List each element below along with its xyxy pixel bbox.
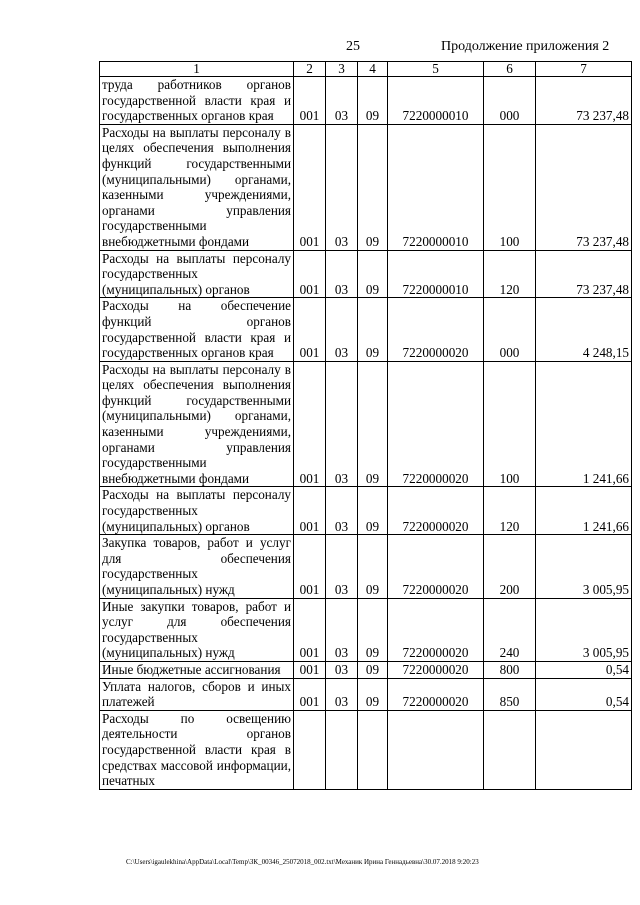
cell-expense-type: 100 <box>484 124 536 250</box>
cell-expense-type: 850 <box>484 678 536 710</box>
cell-target: 7220000010 <box>388 250 484 298</box>
cell-ministry: 001 <box>294 598 326 661</box>
cell-expense-type <box>484 710 536 789</box>
cell-subsection <box>358 710 388 789</box>
cell-section: 03 <box>326 250 358 298</box>
cell-subsection: 09 <box>358 77 388 125</box>
cell-amount: 4 248,15 <box>536 298 632 361</box>
cell-ministry <box>294 710 326 789</box>
cell-amount: 73 237,48 <box>536 77 632 125</box>
cell-section: 03 <box>326 535 358 598</box>
cell-target: 7220000020 <box>388 678 484 710</box>
table-row <box>100 598 632 661</box>
col-header: 6 <box>484 62 536 77</box>
cell-section: 03 <box>326 598 358 661</box>
cell-ministry: 001 <box>294 535 326 598</box>
table-row <box>100 298 632 361</box>
cell-expense-type: 100 <box>484 361 536 487</box>
table-row <box>100 361 632 487</box>
row-name: Закупка товаров, работ и услуг для обеспечения государственных (муниципальных) нужд <box>100 535 294 598</box>
cell-ministry: 001 <box>294 77 326 125</box>
file-path-footer: C:\Users\igaulekhina\AppData\Local\Temp\ЗК_00346_25072018_002.txt\Механик Ирина Геннадьевна\30.07.2018 9:20:23 <box>126 858 479 866</box>
cell-expense-type: 800 <box>484 661 536 678</box>
cell-section: 03 <box>326 361 358 487</box>
cell-section: 03 <box>326 298 358 361</box>
cell-ministry: 001 <box>294 250 326 298</box>
table-row <box>100 487 632 535</box>
cell-target: 7220000010 <box>388 124 484 250</box>
table-row <box>100 661 632 678</box>
cell-ministry: 001 <box>294 661 326 678</box>
col-header: 5 <box>388 62 484 77</box>
table-row <box>100 678 632 710</box>
table-row <box>100 535 632 598</box>
cell-subsection: 09 <box>358 487 388 535</box>
row-name: Иные бюджетные ассигнования <box>100 661 294 678</box>
continuation-title: Продолжение приложения 2 <box>441 39 610 54</box>
cell-expense-type: 200 <box>484 535 536 598</box>
table-row <box>100 710 632 789</box>
row-name: Расходы на обеспечение функций органов государственной власти края и государственных органов края <box>100 298 294 361</box>
col-header: 3 <box>326 62 358 77</box>
column-header-row <box>100 62 632 77</box>
cell-target: 7220000020 <box>388 598 484 661</box>
cell-expense-type: 120 <box>484 487 536 535</box>
budget-table <box>99 61 632 790</box>
cell-subsection: 09 <box>358 598 388 661</box>
cell-subsection: 09 <box>358 535 388 598</box>
cell-section: 03 <box>326 661 358 678</box>
table-row <box>100 250 632 298</box>
col-header: 2 <box>294 62 326 77</box>
cell-amount: 1 241,66 <box>536 487 632 535</box>
table-row <box>100 77 632 125</box>
cell-ministry: 001 <box>294 124 326 250</box>
cell-section: 03 <box>326 77 358 125</box>
cell-amount: 0,54 <box>536 678 632 710</box>
cell-target: 7220000020 <box>388 535 484 598</box>
cell-ministry: 001 <box>294 678 326 710</box>
cell-subsection: 09 <box>358 298 388 361</box>
cell-section: 03 <box>326 678 358 710</box>
cell-target: 7220000020 <box>388 361 484 487</box>
cell-expense-type: 000 <box>484 298 536 361</box>
row-name: Расходы на выплаты персоналу в целях обеспечения выполнения функций государственными (муниципальными) органами, казенными учреждениями, органами управления государственными внебюджетными фондами <box>100 361 294 487</box>
row-name: Расходы на выплаты персоналу государственных (муниципальных) органов <box>100 250 294 298</box>
cell-target: 7220000020 <box>388 661 484 678</box>
row-name: Расходы на выплаты персоналу государственных (муниципальных) органов <box>100 487 294 535</box>
row-name: Расходы по освещению деятельности органов государственной власти края в средствах массовой информации, печатных <box>100 710 294 789</box>
cell-amount: 73 237,48 <box>536 250 632 298</box>
cell-amount: 0,54 <box>536 661 632 678</box>
cell-target: 7220000020 <box>388 298 484 361</box>
row-name: Расходы на выплаты персоналу в целях обеспечения выполнения функций государственными (муниципальными) органами, казенными учреждениями, органами управления государственными внебюджетными фондами <box>100 124 294 250</box>
cell-subsection: 09 <box>358 124 388 250</box>
col-header: 1 <box>100 62 294 77</box>
cell-amount: 73 237,48 <box>536 124 632 250</box>
cell-target: 7220000010 <box>388 77 484 125</box>
cell-subsection: 09 <box>358 661 388 678</box>
cell-section: 03 <box>326 487 358 535</box>
row-name: Иные закупки товаров, работ и услуг для обеспечения государственных (муниципальных) нужд <box>100 598 294 661</box>
cell-ministry: 001 <box>294 361 326 487</box>
cell-amount: 1 241,66 <box>536 361 632 487</box>
cell-subsection: 09 <box>358 361 388 487</box>
row-name: Уплата налогов, сборов и иных платежей <box>100 678 294 710</box>
cell-target: 7220000020 <box>388 487 484 535</box>
cell-amount: 3 005,95 <box>536 535 632 598</box>
cell-section: 03 <box>326 124 358 250</box>
cell-ministry: 001 <box>294 487 326 535</box>
cell-amount <box>536 710 632 789</box>
col-header: 4 <box>358 62 388 77</box>
cell-subsection: 09 <box>358 678 388 710</box>
table-row <box>100 124 632 250</box>
cell-target <box>388 710 484 789</box>
cell-section <box>326 710 358 789</box>
cell-subsection: 09 <box>358 250 388 298</box>
cell-amount: 3 005,95 <box>536 598 632 661</box>
page-number: 25 <box>346 39 360 54</box>
cell-expense-type: 000 <box>484 77 536 125</box>
cell-expense-type: 240 <box>484 598 536 661</box>
row-name: труда работников органов государственной власти края и государственных органов края <box>100 77 294 125</box>
cell-ministry: 001 <box>294 298 326 361</box>
cell-expense-type: 120 <box>484 250 536 298</box>
col-header: 7 <box>536 62 632 77</box>
